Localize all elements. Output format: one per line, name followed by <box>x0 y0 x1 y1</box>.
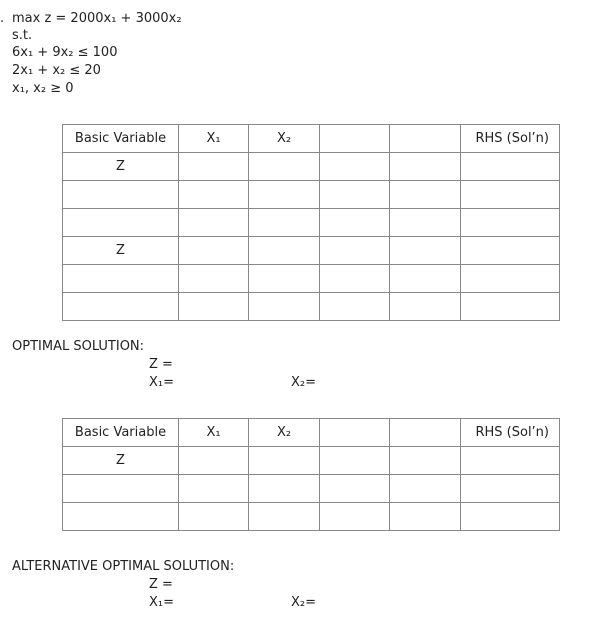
table-cell[interactable]: Z <box>63 447 179 475</box>
optimal-x1: X₁= <box>149 375 175 390</box>
column-header <box>390 125 461 153</box>
optimal-solution-title: OPTIMAL SOLUTION: <box>12 339 145 354</box>
table-cell[interactable] <box>249 265 320 293</box>
table-cell[interactable] <box>320 209 390 237</box>
table-row <box>63 209 560 237</box>
table-cell[interactable] <box>249 153 320 181</box>
table-cell[interactable] <box>179 475 249 503</box>
table-cell[interactable] <box>63 181 179 209</box>
table-cell[interactable] <box>320 293 390 321</box>
table-header-row <box>63 125 560 153</box>
table-cell[interactable] <box>461 237 560 265</box>
table-row <box>63 153 560 181</box>
table-cell[interactable] <box>249 237 320 265</box>
table-cell[interactable] <box>63 209 179 237</box>
column-header: X₁ <box>179 125 249 153</box>
simplex-table-2 <box>62 418 560 531</box>
table-row <box>63 447 560 475</box>
table-cell[interactable] <box>320 475 390 503</box>
table-cell[interactable] <box>320 265 390 293</box>
nonnegativity-constraint: x₁, x₂ ≥ 0 <box>12 81 74 96</box>
column-header: X₁ <box>179 419 249 447</box>
column-header <box>390 419 461 447</box>
table-cell[interactable] <box>461 153 560 181</box>
objective-function: max z = 2000x₁ + 3000x₂ <box>12 11 182 26</box>
table-cell[interactable] <box>461 209 560 237</box>
column-header: X₂ <box>249 419 320 447</box>
table-cell[interactable] <box>390 153 461 181</box>
table-cell[interactable] <box>320 503 390 531</box>
table-row <box>63 237 560 265</box>
constraint-1: 6x₁ + 9x₂ ≤ 100 <box>12 45 118 60</box>
simplex-table-1 <box>62 124 560 321</box>
alternative-x1: X₁= <box>149 595 175 610</box>
alternative-x2: X₂= <box>291 595 317 610</box>
table-cell[interactable] <box>249 447 320 475</box>
optimal-z: Z = <box>149 357 173 372</box>
table-cell[interactable] <box>63 293 179 321</box>
table-cell[interactable] <box>461 265 560 293</box>
table-cell[interactable] <box>179 293 249 321</box>
table-cell[interactable] <box>320 153 390 181</box>
table-cell[interactable] <box>179 153 249 181</box>
table-cell[interactable] <box>390 503 461 531</box>
table-header-row <box>63 419 560 447</box>
constraint-2: 2x₁ + x₂ ≤ 20 <box>12 63 101 78</box>
table-cell[interactable] <box>461 475 560 503</box>
column-header: Basic Variable <box>63 125 179 153</box>
table-cell[interactable] <box>390 237 461 265</box>
table-cell[interactable] <box>63 503 179 531</box>
table-cell[interactable] <box>461 447 560 475</box>
table-cell[interactable] <box>390 265 461 293</box>
alternative-solution-title: ALTERNATIVE OPTIMAL SOLUTION: <box>12 559 235 574</box>
table-cell[interactable] <box>320 237 390 265</box>
table-row <box>63 293 560 321</box>
table-cell[interactable] <box>461 181 560 209</box>
table-cell[interactable] <box>63 265 179 293</box>
table-cell[interactable] <box>390 209 461 237</box>
table-cell[interactable] <box>179 447 249 475</box>
optimal-x2: X₂= <box>291 375 317 390</box>
table-cell[interactable] <box>249 503 320 531</box>
column-header: X₂ <box>249 125 320 153</box>
table-cell[interactable] <box>179 181 249 209</box>
table-cell[interactable] <box>179 265 249 293</box>
table-cell[interactable] <box>179 503 249 531</box>
table-cell[interactable] <box>390 181 461 209</box>
table-cell[interactable] <box>63 475 179 503</box>
column-header: Basic Variable <box>63 419 179 447</box>
table-cell[interactable] <box>320 447 390 475</box>
table-cell[interactable] <box>179 209 249 237</box>
table-cell[interactable] <box>390 475 461 503</box>
column-header <box>320 125 390 153</box>
table-cell[interactable] <box>461 293 560 321</box>
table-row <box>63 475 560 503</box>
column-header: RHS (Sol’n) <box>461 125 560 153</box>
table-cell[interactable] <box>249 475 320 503</box>
table-cell[interactable]: Z <box>63 153 179 181</box>
table-cell[interactable]: Z <box>63 237 179 265</box>
column-header: RHS (Sol’n) <box>461 419 560 447</box>
table-cell[interactable] <box>390 293 461 321</box>
table-row <box>63 265 560 293</box>
table-cell[interactable] <box>179 237 249 265</box>
table-cell[interactable] <box>390 447 461 475</box>
table-row <box>63 503 560 531</box>
table-cell[interactable] <box>249 209 320 237</box>
table-cell[interactable] <box>249 181 320 209</box>
table-cell[interactable] <box>461 503 560 531</box>
subject-to-label: s.t. <box>12 28 33 43</box>
table-row <box>63 181 560 209</box>
table-cell[interactable] <box>249 293 320 321</box>
table-cell[interactable] <box>320 181 390 209</box>
item-bullet: . <box>0 11 5 26</box>
column-header <box>320 419 390 447</box>
alternative-z: Z = <box>149 577 173 592</box>
